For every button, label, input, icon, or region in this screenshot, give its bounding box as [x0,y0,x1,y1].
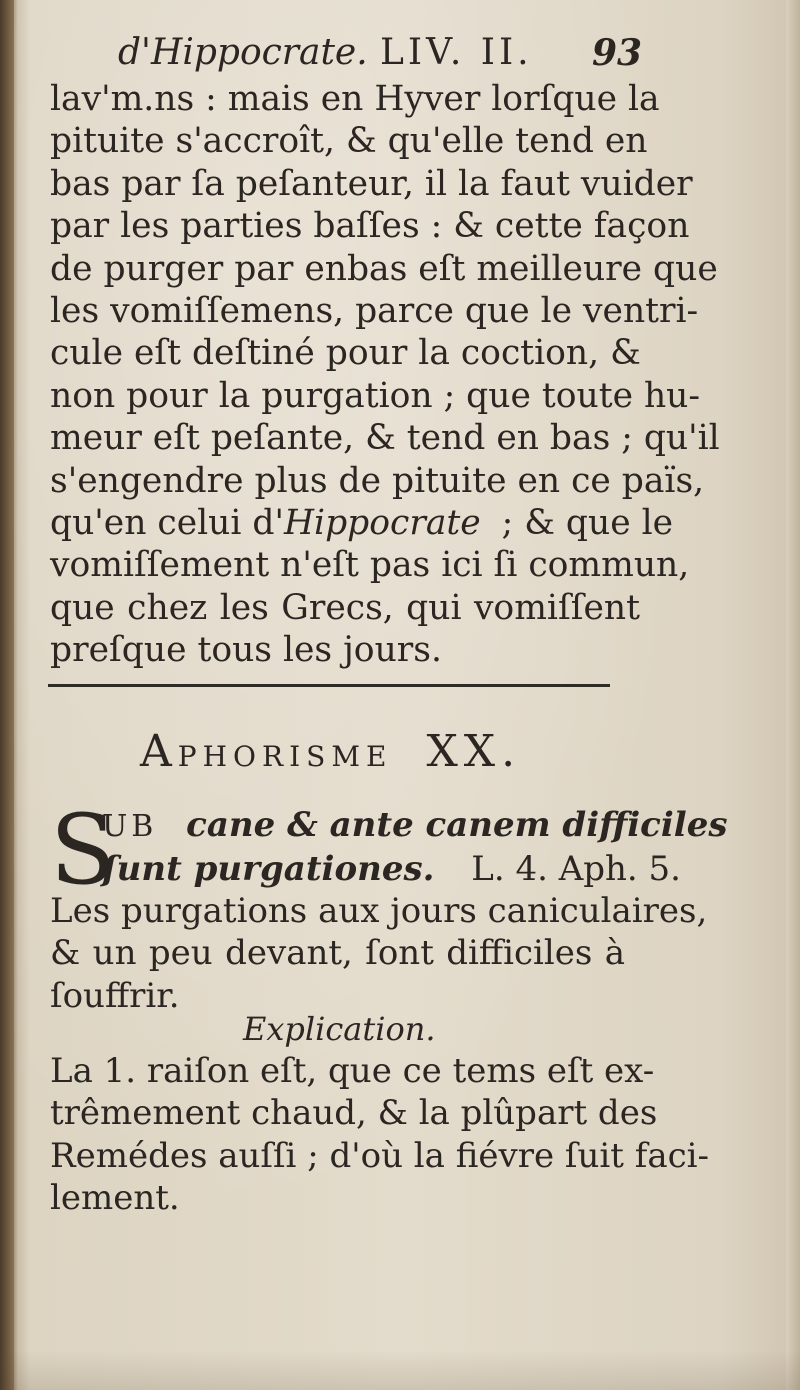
latin-text: ſunt purgationes. [102,849,435,889]
latin-text: cane & ante canem difficiles [186,805,728,845]
text-line: meur eſt peſante, & tend en bas ; qu'il [50,418,720,459]
text-line: cule eſt deſtiné pour la coction, & [50,333,641,374]
drop-cap: S [50,794,116,906]
text-line: lav'm.ns : mais en Hyver lorſque la [50,79,660,119]
text-line: La 1. raiſon eſt, que ce tems eſt ex- [50,1051,655,1091]
page-number: 93 [592,32,643,74]
text-line: trêmement chaud, & la plûpart des [50,1093,658,1134]
latin-smallcaps: UB [102,809,158,844]
text-line: Les purgations aux jours caniculaires, [50,891,708,931]
running-title: d'Hippocrate. [118,32,368,73]
heading-word: PHORISME [177,740,393,773]
text-line: les vomiſſemens, parce que le ventri- [50,290,699,331]
book-spine [0,0,14,1390]
section-rule [48,684,610,687]
text-line [50,502,674,544]
page-shadow [0,1350,800,1390]
latin-line-2 [102,848,681,890]
latin-line-1 [102,804,727,848]
text-line: que chez les Grecs, qui vomiſſent [50,587,640,628]
text-line: & un peu devant, ſont difficiles à [50,933,625,974]
text-span: qu'en celui d' [50,502,284,543]
text-line: Remédes auſſi ; d'où la fiévre ſuit faci- [50,1135,710,1176]
text-line: ſouffrir. [50,975,180,1016]
aphorism-number: XX. [426,726,522,777]
text-line: lement. [50,1178,180,1219]
author-name: Hippocrate [283,502,481,543]
text-line: par les parties baſſes : & cette façon [50,206,690,247]
text-line: preſque tous les jours. [50,630,442,671]
running-header [118,28,643,78]
text-line: bas par ſa peſanteur, il la faut vuider [50,163,693,204]
book-number: LIV. II. [380,32,533,73]
aphorism-heading [140,726,520,777]
translation [50,890,708,1017]
text-span: ; & que le [490,502,674,543]
aphorism-reference: L. 4. Aph. 5. [471,849,681,889]
page-edge [786,0,800,1390]
text-line: non pour la purgation ; que toute hu- [50,375,701,416]
text-line: de purger par enbas eſt meilleure que [50,248,718,289]
body-paragraph [50,78,720,671]
text-line: s'engendre plus de pituite en ce païs, [50,460,705,501]
text-line: vomiſſement n'eſt pas ici ſi commun, [50,545,690,586]
explication-body [50,1050,710,1220]
explication-title: Explication. [243,1010,436,1048]
heading-initial: A [140,726,178,777]
text-line: pituite s'accroît, & qu'elle tend en [50,121,648,162]
